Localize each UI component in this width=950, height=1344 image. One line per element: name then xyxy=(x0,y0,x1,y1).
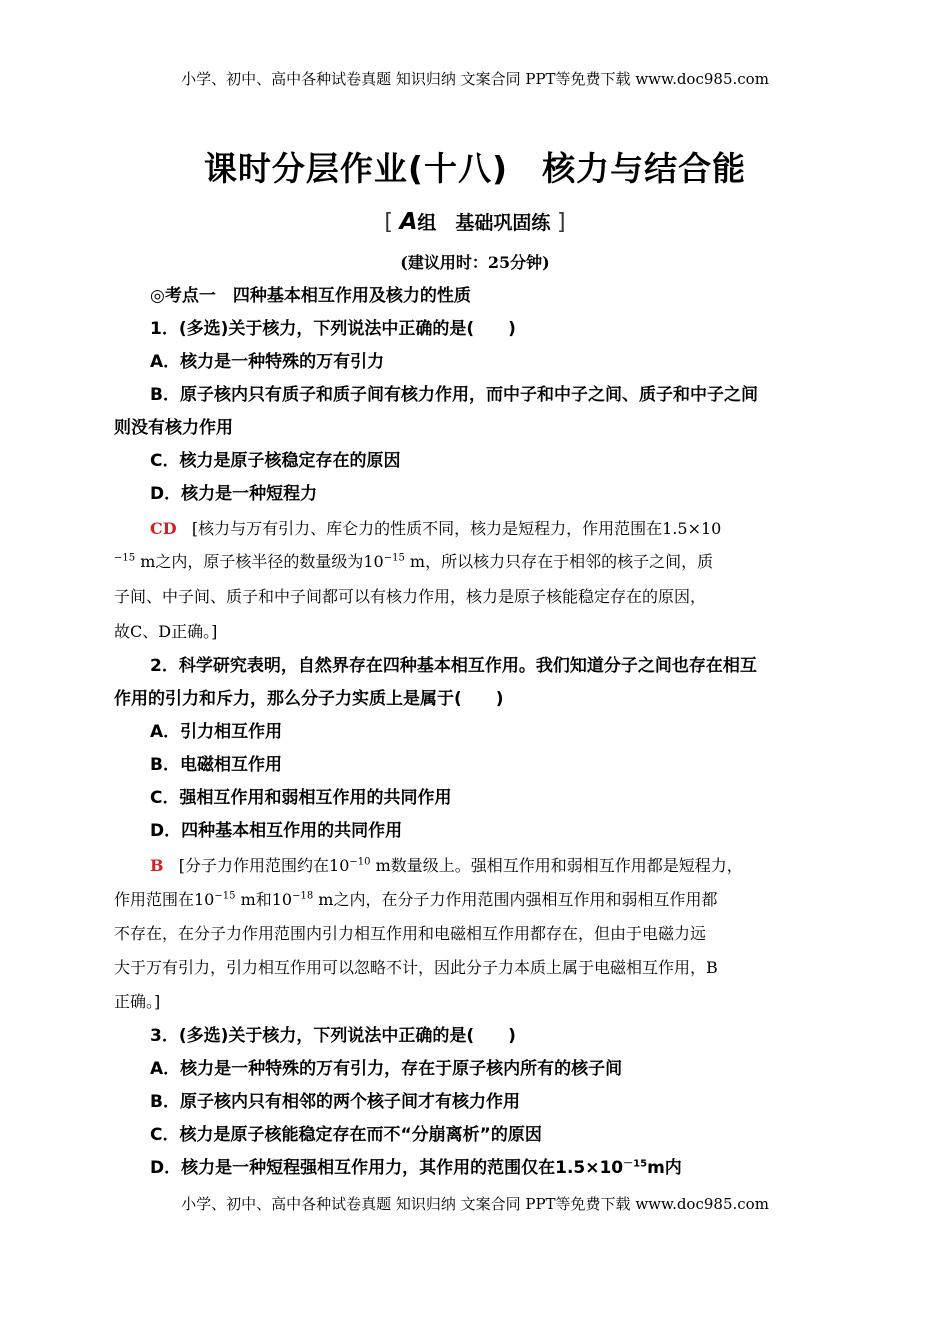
q2-answer: B xyxy=(150,856,164,875)
q1-option-b: B．原子核内只有质子和质子间有核力作用，而中子和中子之间、质子和中子之间 xyxy=(150,385,758,405)
q3-option-b: B．原子核内只有相邻的两个核子间才有核力作用 xyxy=(150,1092,520,1112)
q2-option-d: D．四种基本相互作用的共同作用 xyxy=(150,821,403,841)
q3-option-d: D．核力是一种短程强相互作用力，其作用的范围仅在$1.5\times 10^{-15}m$内 xyxy=(150,1158,682,1178)
left-bracket: [ xyxy=(384,210,393,235)
section-heading: ◎考点一 四种基本相互作用及核力的性质 xyxy=(150,286,471,306)
group-heading xyxy=(0,208,950,235)
q1-explanation-line1: CD [核力与万有引力、库仑力的性质不同，核力是短程力，作用范围在1.5×10 xyxy=(150,519,722,538)
q1-explanation-line2: $^{-15}$ m之内，原子核半径的数量级为$10^{-15}$ m，所以核力只存在于相邻的核子之间，质 xyxy=(114,552,714,571)
q3-option-c: C．核力是原子核能稳定存在而不“分崩离析”的原因 xyxy=(150,1125,542,1145)
right-bracket: ] xyxy=(557,210,566,235)
q1-answer: CD xyxy=(150,519,177,538)
q2-explanation-line3: 不存在，在分子力作用范围内引力相互作用和电磁相互作用都存在，但由于电磁力远 xyxy=(114,924,707,943)
q2-explanation-line5: 正确。] xyxy=(114,992,161,1011)
q2-stem-line2: 作用的引力和斥力，那么分子力实质上是属于( ) xyxy=(114,689,504,709)
q1-option-d: D．核力是一种短程力 xyxy=(150,484,318,504)
q2-option-c: C．强相互作用和弱相互作用的共同作用 xyxy=(150,788,452,808)
q3-option-a: A．核力是一种特殊的万有引力，存在于原子核内所有的核子间 xyxy=(150,1059,623,1079)
q1-option-b-cont: 则没有核力作用 xyxy=(114,418,233,438)
page-footer: 小学、初中、高中各种试卷真题 知识归纳 文案合同 PPT等免费下载 www.doc985.com xyxy=(181,1195,769,1213)
q3-stem: 3．(多选)关于核力，下列说法中正确的是( ) xyxy=(150,1026,516,1046)
page-title: 课时分层作业(十八) 核力与结合能 xyxy=(203,149,747,188)
q1-option-c: C．核力是原子核稳定存在的原因 xyxy=(150,451,401,471)
q2-stem-line1: 2．科学研究表明，自然界存在四种基本相互作用。我们知道分子之间也存在相互 xyxy=(150,656,757,676)
q2-explanation-line1: B [分子力作用范围约在$10^{-10}$ m数量级上。强相互作用和弱相互作用都是短程力， xyxy=(150,856,743,875)
q2-option-a: A．引力相互作用 xyxy=(150,722,283,742)
page-header: 小学、初中、高中各种试卷真题 知识归纳 文案合同 PPT等免费下载 www.doc985.com xyxy=(181,70,769,88)
q2-option-b: B．电磁相互作用 xyxy=(150,755,282,775)
group-label: 组 基础巩固练 xyxy=(417,212,551,234)
q1-stem: 1．(多选)关于核力，下列说法中正确的是( ) xyxy=(150,319,516,339)
q2-explanation-line2: 作用范围在$10^{-15}$ m和$10^{-18}$ m之内，在分子力作用范围内强相互作用和弱相互作用都 xyxy=(114,890,718,909)
q1-explanation-line3: 子间、中子间、质子和中子间都可以有核力作用，核力是原子核能稳定存在的原因， xyxy=(114,587,707,606)
q1-explanation-line4: 故C、D正确。] xyxy=(114,622,218,641)
q1-option-a: A．核力是一种特殊的万有引力 xyxy=(150,352,385,372)
q2-explanation-line4: 大于万有引力，引力相互作用可以忽略不计，因此分子力本质上属于电磁相互作用，B xyxy=(114,958,718,977)
suggested-time: (建议用时：25分钟) xyxy=(400,253,550,272)
group-letter: A xyxy=(399,209,418,235)
